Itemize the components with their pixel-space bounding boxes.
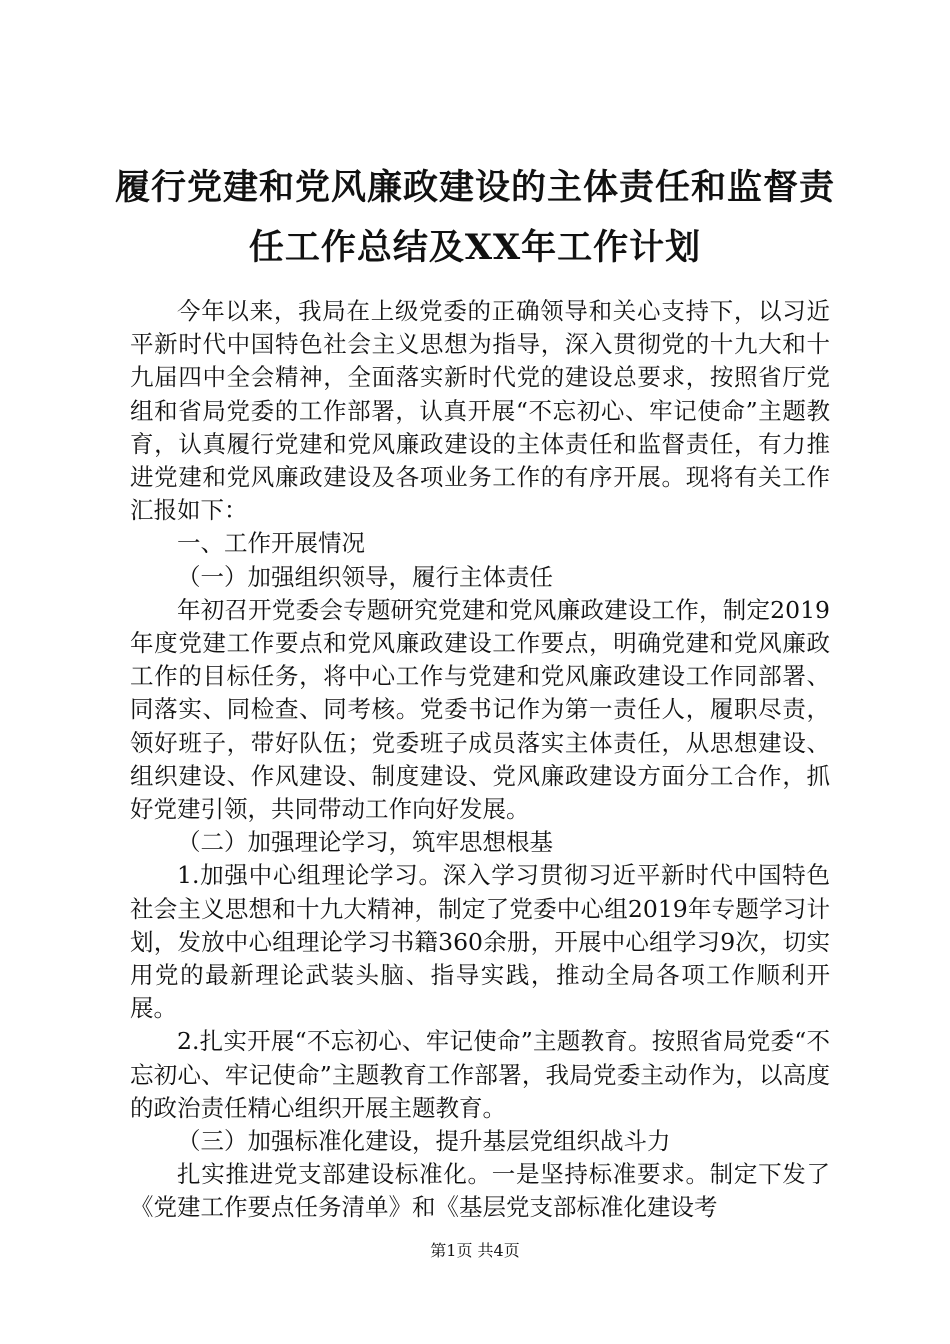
subsection-heading: （二）加强理论学习，筑牢思想根基 [177, 828, 553, 857]
subsection-heading: （三）加强标准化建设，提升基层党组织战斗力 [177, 1127, 671, 1156]
document-body [130, 295, 830, 1225]
document-title: 履行党建和党风廉政建设的主体责任和监督责任工作总结及XX年工作计划 [114, 167, 835, 268]
page-footer: 第1页 共4页 [430, 1241, 520, 1260]
paragraph: 2.扎实开展“不忘初心、牢记使命”主题教育。按照省局党委“不忘初心、牢记使命”主题教育工作部署，我局党委主动作为，以高度的政治责任精心组织开展主题教育。 [130, 1027, 830, 1122]
subsection-heading: （一）加强组织领导，履行主体责任 [177, 562, 553, 591]
section-heading: 一、工作开展情况 [177, 529, 365, 558]
paragraph: 扎实推进党支部建设标准化。一是坚持标准要求。制定下发了《党建工作要点任务清单》和《基层党支部标准化建设考 [130, 1160, 830, 1222]
paragraph-intro: 今年以来，我局在上级党委的正确领导和关心支持下，以习近平新时代中国特色社会主义思想为指导，深入贯彻党的十九大和十九届四中全会精神，全面落实新时代党的建设总要求，按照省厅党组和省局党委的工作部署，认真开展“不忘初心、牢记使命”主题教育，认真履行党建和党风廉政建设的主体责任和监督责任，有力推进党建和党风廉政建设及各项业务工作的有序开展。现将有关工作汇报如下： [130, 297, 830, 525]
paragraph: 1.加强中心组理论学习。深入学习贯彻习近平新时代中国特色社会主义思想和十九大精神，制定了党委中心组2019年专题学习计划，发放中心组理论学习书籍360余册，开展中心组学习9次，切实用党的最新理论武装头脑、指导实践，推动全局各项工作顺利开展。 [130, 861, 830, 1023]
paragraph: 年初召开党委会专题研究党建和党风廉政建设工作，制定2019年度党建工作要点和党风廉政建设工作要点，明确党建和党风廉政工作的目标任务，将中心工作与党建和党风廉政建设工作同部署、同落实、同检查、同考核。党委书记作为第一责任人，履职尽责，领好班子，带好队伍；党委班子成员落实主体责任，从思想建设、组织建设、作风建设、制度建设、党风廉政建设方面分工合作，抓好党建引领，共同带动工作向好发展。 [130, 595, 830, 824]
